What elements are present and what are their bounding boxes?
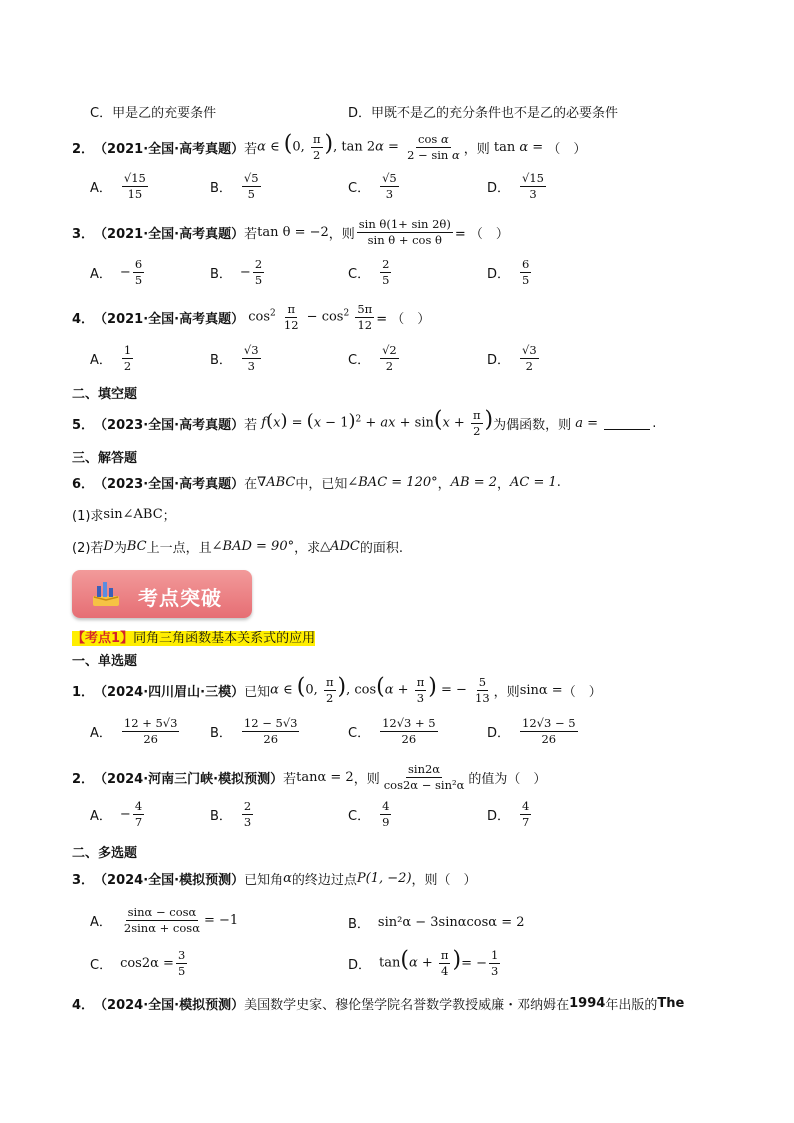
question-4 xyxy=(72,303,430,331)
p3-source: （2024·全国·模拟预测） xyxy=(94,873,245,888)
q6-number: 6． xyxy=(72,477,95,492)
q6-part2-angle: ∠BAD = 90° xyxy=(211,539,295,554)
p2-option-c: C． $\frac{4}{9}$ xyxy=(348,799,390,829)
p1-number: 1． xyxy=(72,684,95,700)
kaodian-title: 同角三角函数基本关系式的应用 xyxy=(133,631,316,646)
q4-option-b: B． $\frac{√3}{3}$ xyxy=(210,343,259,373)
p3-point: P(1, −2) xyxy=(356,871,412,886)
p3-option-b: B． sin²α − 3sinαcosα = 2 xyxy=(348,915,525,932)
question-2: 2． （2021·全国·高考真题） 若 α ∈ (0, $\frac{\pi}{2}$ ), tan 2α = $\frac{\text{cos α}}{\text{2 − sin α}}$ ，则 tan α = （ ） xyxy=(72,131,587,162)
q3-option-d: D． $\frac{6}{5}$ xyxy=(487,257,530,287)
q4-expression: $\cos^2$ $\frac{\pi}{12}$ − $\cos^2$ $\frac{5\pi}{12}$ xyxy=(244,302,373,332)
q6-triangle: ∇ABC xyxy=(257,475,296,490)
p1-stem-end: （ ） xyxy=(562,684,602,700)
q1-option-d: D．甲既不是乙的充分条件也不是乙的必要条件 xyxy=(348,106,619,121)
q6-part2-text-3: ，求 xyxy=(294,541,321,556)
q6-part2-text-2: 上一点，且 xyxy=(146,541,212,556)
q4-source: （2021·全国·高考真题） xyxy=(94,311,245,327)
p3-number: 3． xyxy=(72,873,95,888)
q6-part1-expr: sin∠ABC xyxy=(103,507,163,522)
q6-mid: 中，已知 xyxy=(295,477,348,492)
p2-stem-a: 若 xyxy=(283,771,297,787)
q2-condition: α ∈ (0, $\frac{\pi}{2}$ ), tan 2α = $\frac{\text{cos α}}{\text{2 − sin α}}$ xyxy=(257,131,460,162)
kaodian-bracket-close: 】 xyxy=(120,631,134,646)
kaodian-heading xyxy=(72,627,315,646)
q6-triangle-adc: △ADC xyxy=(320,539,360,554)
practice-2 xyxy=(72,763,546,791)
q2-stem-end: （ ） xyxy=(547,141,587,157)
p1-stem-a: 已知 xyxy=(244,684,271,700)
p4-year: 1994 xyxy=(569,996,606,1011)
practice-1 xyxy=(72,676,602,704)
p4-number: 4． xyxy=(72,998,95,1013)
p3-option-d: D． tan(α + $\frac{\pi}{4}$ ) = − $\frac{1}{3}$ xyxy=(348,947,499,978)
q5-stem-a: 若 xyxy=(244,417,258,433)
book-chart-icon xyxy=(90,578,122,610)
practice-3 xyxy=(72,869,477,888)
q3-option-c: C． $\frac{2}{5}$ xyxy=(348,257,390,287)
q6-period: . xyxy=(556,475,561,490)
section-single-choice: 一、单选题 xyxy=(72,654,138,669)
q6-part2-end: 的面积. xyxy=(359,541,404,556)
q3-stem-a: 若 xyxy=(244,226,258,242)
q6-angle: ∠BAC = 120° xyxy=(347,475,438,490)
q6-comma-2: ， xyxy=(497,477,511,492)
p3-stem-end: ，则（ ） xyxy=(411,873,477,888)
question-6 xyxy=(72,473,561,492)
q5-source: （2023·全国·高考真题） xyxy=(94,417,245,433)
p1-source: （2024·四川眉山·三模） xyxy=(94,684,245,700)
q6-part1-end: ； xyxy=(162,509,176,524)
p1-option-d: D． $\frac{12√3 - 5}{26}$ xyxy=(487,716,576,746)
q2-option-c: C． $\frac{√5}{3}$ xyxy=(348,171,397,201)
q6-part2-label: (2)若 xyxy=(72,541,104,556)
q4-option-d: D． $\frac{√3}{2}$ xyxy=(487,343,537,373)
q5-stem-end: . xyxy=(652,415,657,431)
q4-option-c: C． $\frac{√2}{2}$ xyxy=(348,343,397,373)
practice-4 xyxy=(72,994,684,1013)
q6-stem: 在 xyxy=(244,477,258,492)
p4-source: （2024·全国·模拟预测） xyxy=(94,998,245,1013)
section-banner xyxy=(72,570,252,618)
q3-condition: tan θ = −2 xyxy=(257,224,329,240)
q6-ac: AC = 1 xyxy=(510,475,557,490)
p1-option-a: A． $\frac{12 + 5√3}{26}$ xyxy=(90,716,178,746)
p2-number: 2． xyxy=(72,771,95,787)
q1-option-c: C．甲是乙的充要条件 xyxy=(90,106,217,121)
q4-option-a: A． $\frac{1}{2}$ xyxy=(90,343,132,373)
p2-condition: tanα = 2 xyxy=(296,769,354,785)
q2-option-b: B． $\frac{√5}{5}$ xyxy=(210,171,259,201)
q3-stem-end: = （ ） xyxy=(454,226,509,242)
p2-stem-end: 的值为（ ） xyxy=(468,771,547,787)
banner-title: 考点突破 xyxy=(138,586,222,610)
q4-number: 4． xyxy=(72,311,95,327)
q2-option-d: D． $\frac{√15}{3}$ xyxy=(487,171,544,201)
p3-stem-a: 已知角 xyxy=(244,873,284,888)
q6-segment-bc: BC xyxy=(126,539,147,554)
question-3 xyxy=(72,218,509,246)
section-multi-choice: 二、多选题 xyxy=(72,846,138,861)
p3-stem-b: 的终边过点 xyxy=(291,873,357,888)
q3-source: （2021·全国·高考真题） xyxy=(94,226,245,242)
section-fill-in: 二、填空题 xyxy=(72,387,138,402)
p2-option-d: D． $\frac{4}{7}$ xyxy=(487,799,530,829)
p2-expression: $\frac{\sin 2\alpha}{\text{cos2α − sin²α}}$ xyxy=(383,762,465,792)
q4-stem-end: = （ ） xyxy=(376,311,431,327)
p1-condition: α ∈ (0, $\frac{\pi}{2}$ ), cos(α + $\frac{\pi}{3}$ ) = − $\frac{5}{13}$ xyxy=(270,674,490,705)
q6-part-1 xyxy=(72,505,176,524)
p1-option-c: C． $\frac{12√3 + 5}{26}$ xyxy=(348,716,436,746)
q2-source: （2021·全国·高考真题） xyxy=(94,141,245,157)
p2-option-b: B． $\frac{2}{3}$ xyxy=(210,799,252,829)
p1-stem-c: sinα = xyxy=(519,682,563,698)
q6-comma-1: ， xyxy=(437,477,451,492)
q5-stem-b: 为偶函数，则 xyxy=(493,417,572,433)
q6-part-2 xyxy=(72,537,403,556)
q6-point-d: D xyxy=(103,539,114,554)
q2-stem-b: ，则 xyxy=(463,141,490,157)
p2-option-a: A． − $\frac{4}{7}$ xyxy=(90,799,143,829)
q6-part2-text: 为 xyxy=(113,541,127,556)
q3-option-b: B． − $\frac{2}{5}$ xyxy=(210,257,263,287)
q3-option-a: A． − $\frac{6}{5}$ xyxy=(90,257,143,287)
q5-function: $f(x) = (x - 1)^2$ + ax + sin(x + $\frac{\pi}{2}$ ) xyxy=(261,407,494,438)
q3-number: 3． xyxy=(72,226,95,242)
q3-expression: $\frac{\text{sin θ(1+ sin 2θ)}}{\text{sin θ + cos θ}}$ xyxy=(358,217,451,247)
p2-source: （2024·河南三门峡·模拟预测） xyxy=(94,771,284,787)
q6-source: （2023·全国·高考真题） xyxy=(94,477,245,492)
p1-option-b: B． $\frac{12 - 5√3}{26}$ xyxy=(210,716,298,746)
kaodian-bracket-open: 【考点 xyxy=(72,631,112,646)
q2-stem-a: 若 xyxy=(244,141,258,157)
p4-tail: The xyxy=(657,996,685,1011)
q5-answer-blank[interactable] xyxy=(604,417,650,430)
p3-option-a: A． $\frac{\sin\alpha - \cos\alpha}{2\sin\alpha + \cos\alpha}$ = −1 xyxy=(90,905,239,935)
p2-stem-b: ，则 xyxy=(353,771,380,787)
p3-option-c: C． cos2α = $\frac{3}{5}$ xyxy=(90,948,186,978)
question-5: 5． （2023·全国·高考真题） 若 $f(x) = (x - 1)^2$ + ax + sin(x + $\frac{\pi}{2}$ ) 为偶函数，则 a = . xyxy=(72,407,657,438)
p3-alpha: α xyxy=(283,871,292,886)
p4-stem: 美国数学史家、穆伦堡学院名誉数学教授威廉・邓纳姆在 xyxy=(244,998,570,1013)
kaodian-index: 1 xyxy=(111,631,121,646)
p4-stem-b: 年出版的 xyxy=(605,998,658,1013)
q6-part1-label: (1)求 xyxy=(72,509,104,524)
q5-number: 5． xyxy=(72,417,95,433)
q3-stem-b: ，则 xyxy=(328,226,355,242)
section-solution: 三、解答题 xyxy=(72,451,138,466)
q6-ab: AB = 2 xyxy=(450,475,498,490)
q2-option-a: A． $\frac{√15}{15}$ xyxy=(90,171,146,201)
q2-number: 2． xyxy=(72,141,95,157)
p1-stem-b: ，则 xyxy=(493,684,520,700)
